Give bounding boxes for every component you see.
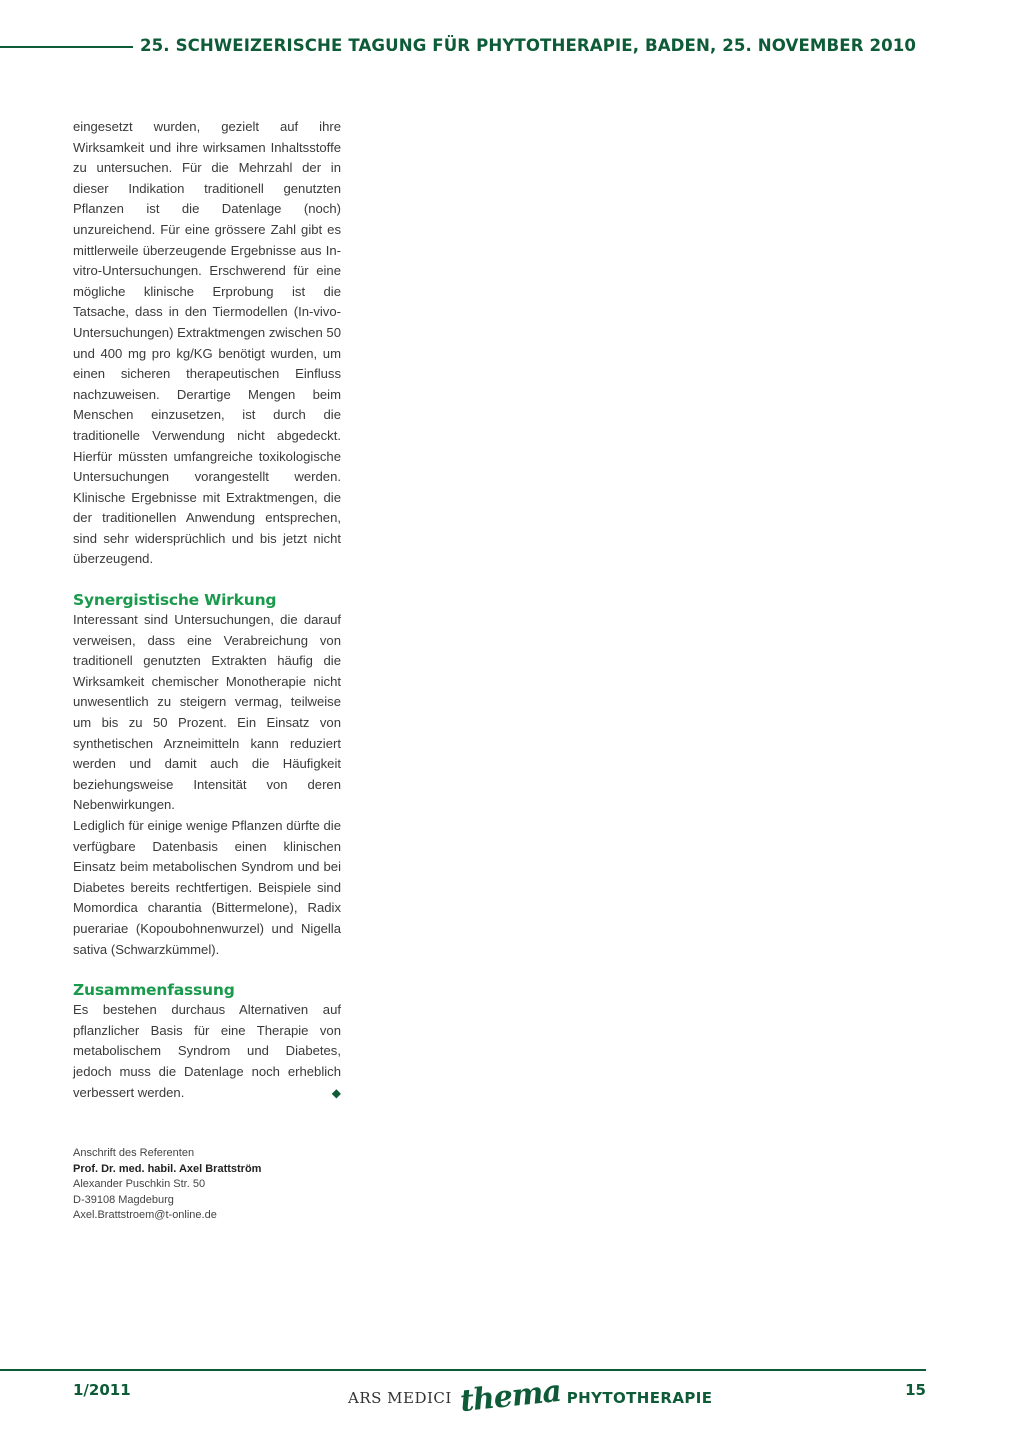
header-rule xyxy=(0,46,133,48)
address-street: Alexander Puschkin Str. 50 xyxy=(73,1178,206,1191)
ars-medici-logo: ARS MEDICI xyxy=(348,1389,452,1407)
author-name: Prof. Dr. med. habil. Axel Brattström xyxy=(73,1162,262,1175)
thema-logo: thema xyxy=(458,1373,563,1420)
footer-rule xyxy=(0,1369,926,1371)
synergy-paragraph-2: Lediglich für einige wenige Pflanzen dürfte die verfügbare Datenbasis einen klinischen Einsatz beim metabolischen Syndrom und bei Diabetes bereits rechtfertigen. Beispiele sind Momordica charantia (Bittermelone), Radix puerariae (Kopoubohnenwurzel) und Nigella sativa (Schwarzkümmel). xyxy=(73,818,341,957)
issue-number: 1/2011 xyxy=(73,1381,131,1399)
publication-logo xyxy=(348,1373,713,1420)
address-label: Anschrift des Referenten xyxy=(73,1147,195,1159)
summary-text: Es bestehen durchaus Alternativen auf pflanzlicher Basis für eine Therapie von metabolischem Syndrom und Diabetes, jedoch muss die Datenlage noch erheblich verbessert werden. xyxy=(73,1002,341,1100)
intro-paragraph: eingesetzt wurden, gezielt auf ihre Wirksamkeit und ihre wirksamen Inhaltsstoffe zu untersuchen. Für die Mehrzahl der in dieser Indikation traditionell genutzten Pflanzen ist die Datenlage (noch) unzureichend. Für eine grössere Zahl gibt es mittlerweile überzeugende Ergebnisse aus In-vitro-Untersuchungen. Erschwerend für eine mögliche klinische Erprobung ist die Tatsache, dass in den Tiermodellen (In-vivo-Untersuchungen) Extraktmengen zwischen 50 und 400 mg pro kg/KG benötigt wurden, um einen sicheren therapeutischen Einfluss nachzuweisen. Derartige Mengen beim Menschen einzusetzen, ist durch die traditionelle Verwendung nicht abgedeckt. Hierfür müssten umfangreiche toxikologische Untersuchungen vorangestellt werden. Klinische Ergebnisse mit Extraktmengen, die der traditionellen Anwendung entsprechen, sind sehr widersprüchlich und bis jetzt nicht überzeugend. xyxy=(73,119,341,567)
running-header-title: 25. SCHWEIZERISCHE TAGUNG FÜR PHYTOTHERAPIE, BADEN, 25. NOVEMBER 2010 xyxy=(140,36,917,55)
summary-paragraph xyxy=(73,1000,341,1103)
end-diamond-icon: ◆ xyxy=(331,1085,341,1100)
section-name: PHYTOTHERAPIE xyxy=(566,1389,713,1407)
author-email[interactable]: Axel.Brattstroem@t-online.de xyxy=(73,1209,217,1222)
article-column xyxy=(73,117,341,1103)
address-city: D-39108 Magdeburg xyxy=(73,1193,174,1206)
section-heading-summary: Zusammenfassung xyxy=(73,981,235,1000)
page-number: 15 xyxy=(905,1381,926,1399)
section-heading-synergy: Synergistische Wirkung xyxy=(73,591,277,610)
synergy-paragraph-1: Interessant sind Untersuchungen, die darauf verweisen, dass eine Verabreichung von traditionell genutzten Extrakten häufig die Wirksamkeit chemischer Monotherapie nicht unwesentlich zu steigern vermag, teilweise um bis zu 50 Prozent. Ein Einsatz von synthetischen Arzneimitteln kann reduziert werden und damit auch die Häufigkeit beziehungsweise Intensität von deren Nebenwirkungen. xyxy=(73,612,341,813)
author-address xyxy=(73,1146,261,1224)
